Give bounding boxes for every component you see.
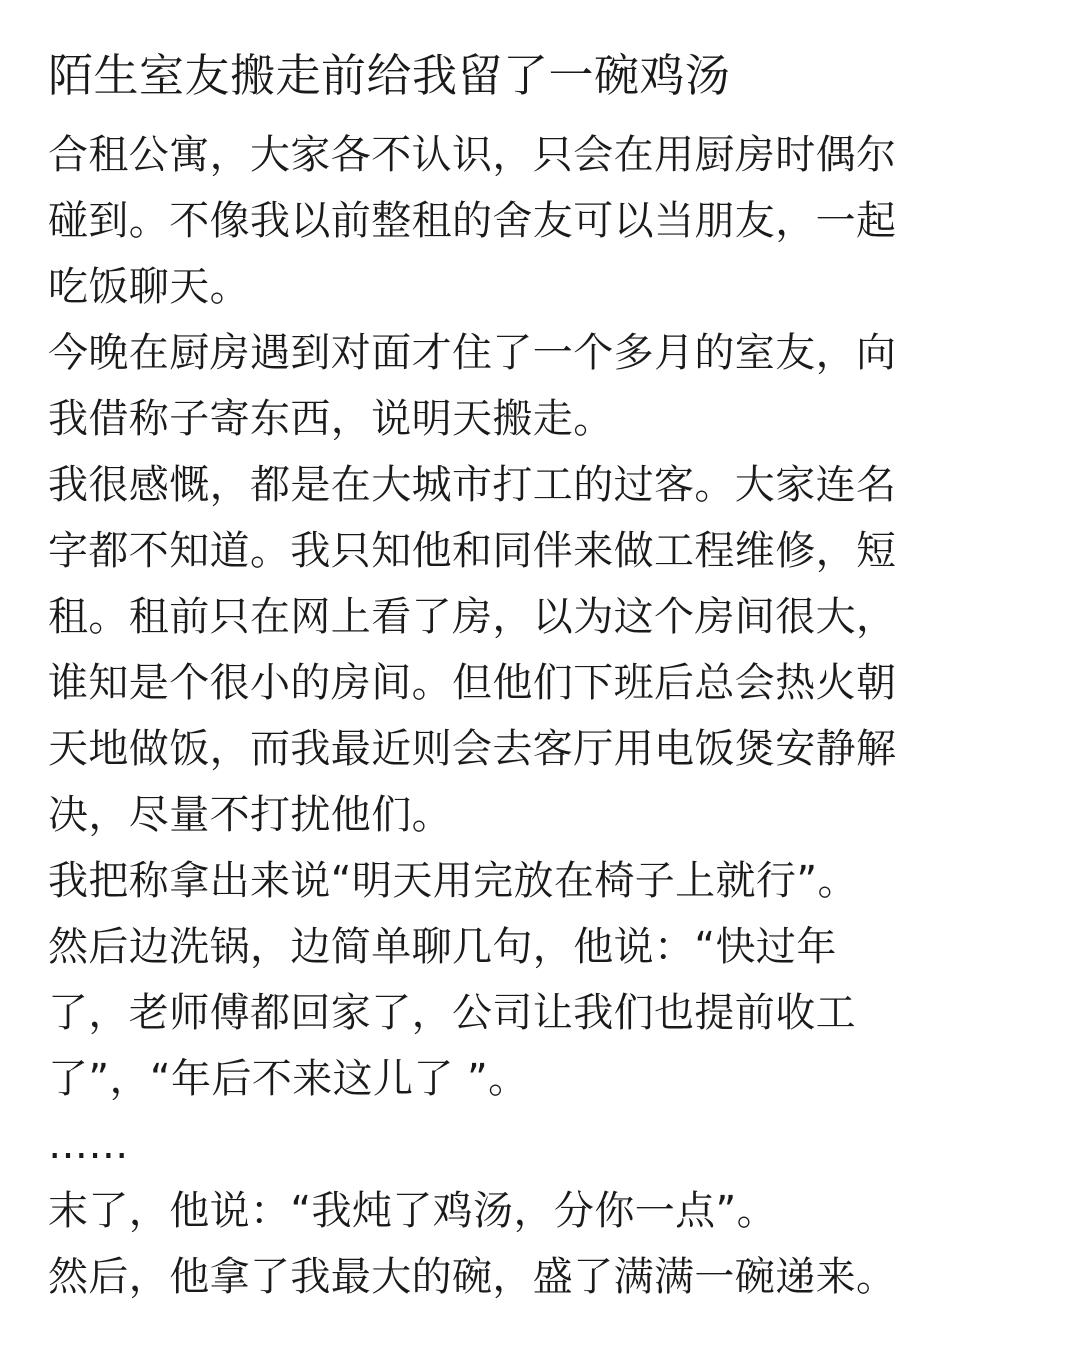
article-line: 租。租前只在网上看了房，以为这个房间很大， bbox=[48, 594, 897, 640]
article-line: 我很感慨，都是在大城市打工的过客。大家连名 bbox=[48, 462, 897, 508]
article-line: …… bbox=[48, 1122, 129, 1168]
article-line: 决，尽量不打扰他们。 bbox=[48, 792, 452, 838]
article-line: 然后，他拿了我最大的碗，盛了满满一碗递来。 bbox=[48, 1254, 897, 1300]
article-line: 谁知是个很小的房间。但他们下班后总会热火朝 bbox=[48, 660, 897, 706]
article-line: 了，老师傅都回家了，公司让我们也提前收工 bbox=[48, 990, 856, 1036]
article-line: 末了，他说：“我炖了鸡汤，分你一点”。 bbox=[48, 1188, 778, 1234]
article-line: 今晚在厨房遇到对面才住了一个多月的室友，向 bbox=[48, 330, 897, 376]
article-line: 合租公寓，大家各不认识，只会在用厨房时偶尔 bbox=[48, 132, 897, 178]
article-line: 了”，“年后不来这儿了 ”。 bbox=[48, 1056, 529, 1102]
article-line: 我借称子寄东西，说明天搬走。 bbox=[48, 396, 614, 442]
article-line: 天地做饭，而我最近则会去客厅用电饭煲安静解 bbox=[48, 726, 897, 772]
article-line: 吃饭聊天。 bbox=[48, 264, 250, 310]
article-line: 然后边洗锅，边简单聊几句，他说：“快过年 bbox=[48, 924, 837, 970]
article-body bbox=[48, 122, 1080, 1310]
article-line: 我把称拿出来说“明天用完放在椅子上就行”。 bbox=[48, 858, 858, 904]
article-line: 碰到。不像我以前整租的舍友可以当朋友，一起 bbox=[48, 198, 897, 244]
article-line: 字都不知道。我只知他和同伴来做工程维修，短 bbox=[48, 528, 897, 574]
article-title: 陌生室友搬走前给我留了一碗鸡汤 bbox=[48, 49, 731, 102]
